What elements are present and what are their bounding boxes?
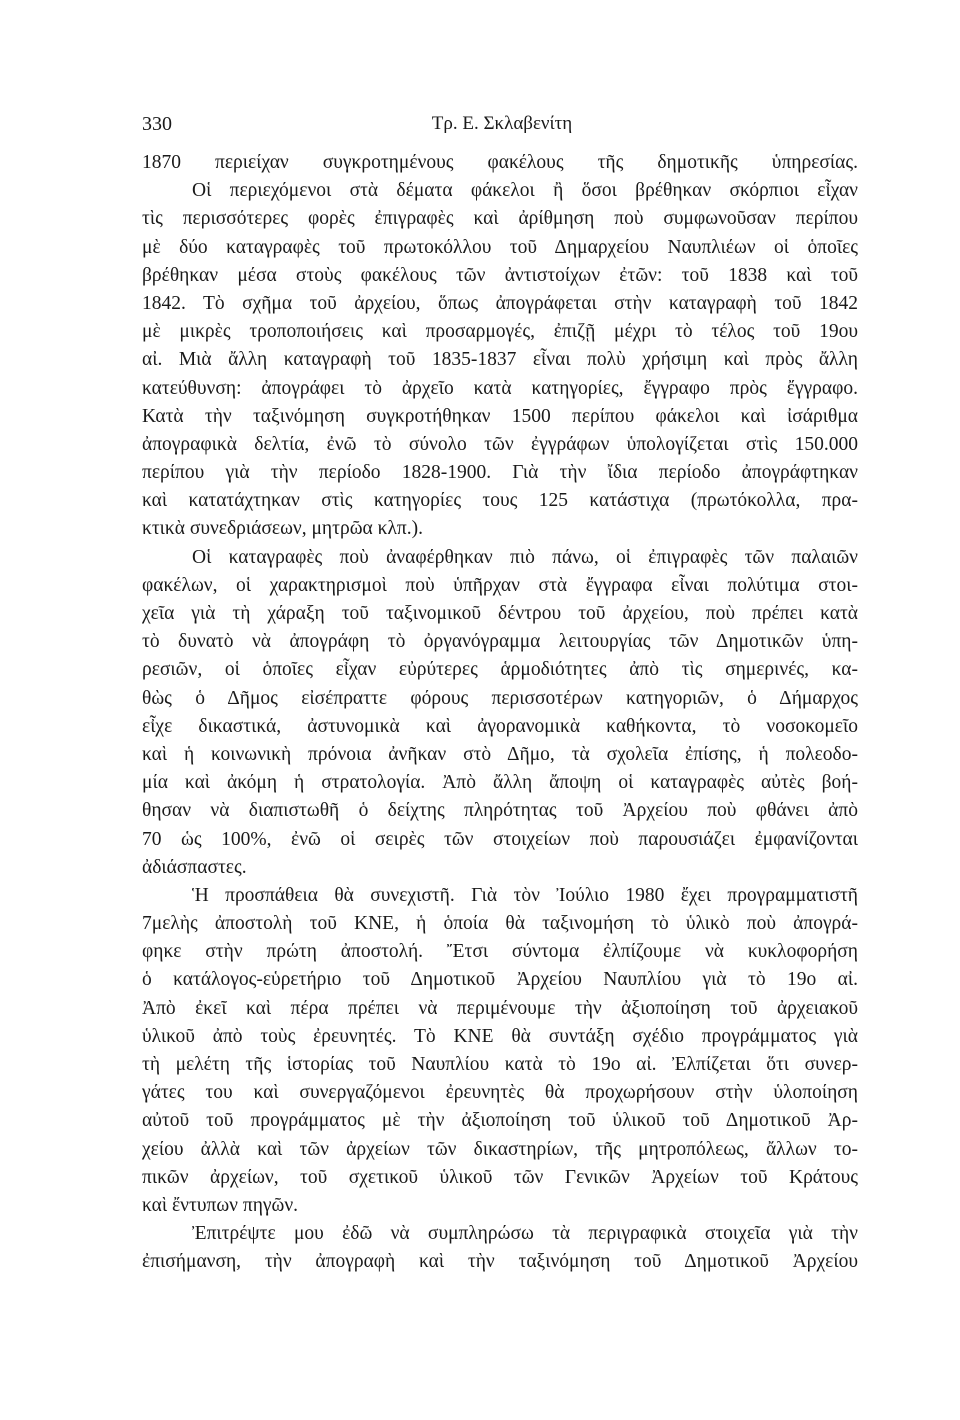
text-line: αὐτοῦ τοῦ προγράμματος μὲ τὴν ἀξιοποίηση τοῦ ὑλικοῦ τοῦ Δημοτικοῦ Ἀρ- [142, 1110, 858, 1132]
text-line: ἀπογραφικὰ δελτία, ἐνῶ τὸ σύνολο τῶν ἐγγράφων ὑπολογίζεται στὶς 150.000 [142, 433, 858, 455]
running-title: Τρ. Ε. Σκλαβενίτη [431, 113, 573, 134]
text-line: χεῖα γιὰ τὴ χάραξη τοῦ ταξινομικοῦ δέντρου τοῦ ἀρχείου, ποὺ πρέπει κατὰ [142, 603, 858, 624]
text-line: γάτες του καὶ συνεργαζόμενοι ἐρευνητὲς θὰ προχωρήσουν στὴν ὑλοποίηση [142, 1082, 858, 1104]
text-line: χείου ἀλλὰ καὶ τῶν ἀρχείων τῶν δικαστηρίων, τῆς μητροπόλεως, ἄλλων το- [142, 1138, 858, 1160]
text-line: Ἐπιτρέψτε μου ἐδῶ νὰ συμπληρώσω τὰ περιγραφικὰ στοιχεῖα γιὰ τὴν [192, 1223, 858, 1245]
text-line: φακέλων, οἱ χαρακτηρισμοὶ ποὺ ὑπῆρχαν στὰ ἔγγραφα εἶναι πολύτιμα στοι- [142, 574, 858, 596]
text-line: εἶχε δικαστικά, ἀστυνομικὰ καὶ ἀγορανομικὰ καθήκοντα, τὸ νοσοκομεῖο [142, 715, 858, 737]
text-line: 70 ὡς 100%, ἐνῶ οἱ σειρὲς τῶν στοιχείων ποὺ παρουσιάζει ἐμφανίζονται [142, 828, 858, 850]
text-line: κτικὰ συνεδριάσεων, μητρῶα κλπ.). [142, 518, 423, 540]
text-line: μὲ μικρὲς τροποποιήσεις καὶ προσαρμογές, ἐπιζῇ μέχρι τὸ τέλος τοῦ 19ου [142, 321, 858, 343]
text-line: τὶς περισσότερες φορὲς ἐπιγραφὲς καὶ ἀρίθμηση ποὺ συμφωνοῦσαν περίπου [142, 208, 858, 230]
text-line: τὸ δυνατὸ νὰ ἀπογράφη τὸ ὀργανόγραμμα λειτουργίας τῶν Δημοτικῶν ὑπη- [142, 631, 858, 653]
text-line: Οἱ καταγραφὲς ποὺ ἀναφέρθηκαν πιὸ πάνω, οἱ ἐπιγραφὲς τῶν παλαιῶν [192, 546, 858, 568]
text-line: Κατὰ τὴν ταξινόμηση συγκροτήθηκαν 1500 περίπου φάκελοι καὶ ἰσάριθμα [142, 405, 858, 427]
text-line: θὼς ὁ Δῆμος εἰσέπραττε φόρους περισσοτέρων κατηγοριῶν, ὁ Δήμαρχος [142, 687, 858, 709]
text-line: Οἱ περιεχόμενοι στὰ δέματα φάκελοι ἢ ὅσοι βρέθηκαν σκόρπιοι εἶχαν [192, 180, 858, 202]
text-line: φηκε στὴν πρώτη ἀποστολή. Ἔτσι σύντομα ἐλπίζουμε νὰ κυκλοφορήση [142, 941, 858, 963]
text-line: καὶ ἡ κοινωνικὴ πρόνοια ἀνῆκαν στὸ Δῆμο, τὰ σχολεῖα ἐπίσης, ἡ πολεοδο- [142, 743, 858, 765]
text-line: ρεσιῶν, οἱ ὁποῖες εἶχαν εὐρύτερες ἁρμοδιότητες ἀπὸ τὶς σημερινές, κα- [142, 659, 858, 681]
text-line: μία καὶ ἀκόμη ἡ στρατολογία. Ἀπὸ ἄλλη ἄποψη οἱ καταγραφὲς αὐτὲς βοή- [142, 772, 858, 794]
text-line: τὴ μελέτη τῆς ἱστορίας τοῦ Ναυπλίου κατὰ τὸ 19ο αἰ. Ἐλπίζεται ὅτι συνερ- [142, 1054, 858, 1075]
text-line: βρέθηκαν μέσα στοὺς φακέλους τῶν ἀντιστοίχων ἐτῶν: τοῦ 1838 καὶ τοῦ [142, 264, 858, 286]
text-line: καὶ κατατάχτηκαν στὶς κατηγορίες τους 125 κατάστιχα (πρωτόκολλα, πρα- [142, 490, 858, 512]
text-line: αἰ. Μιὰ ἄλλη καταγραφὴ τοῦ 1835-1837 εἶναι πολὺ χρήσιμη καὶ πρὸς ἄλλη [142, 349, 858, 371]
text-line: ὁ κατάλογος-εὑρετήριο τοῦ Δημοτικοῦ Ἀρχείου Ναυπλίου γιὰ τὸ 19ο αἰ. [142, 969, 858, 991]
running-head [142, 110, 862, 138]
text-line: ὑλικοῦ ἀπὸ τοὺς ἐρευνητές. Τὸ ΚΝΕ θὰ συντάξη σχέδιο προγράμματος γιὰ [142, 1025, 858, 1047]
text-line: ἐπισήμανση, τὴν ἀπογραφὴ καὶ τὴν ταξινόμηση τοῦ Δημοτικοῦ Ἀρχείου [142, 1251, 858, 1273]
text-line: μὲ δύο καταγραφὲς τοῦ πρωτοκόλλου τοῦ Δημαρχείου Ναυπλιέων οἱ ὁποῖες [142, 236, 858, 258]
text-line: πικῶν ἀρχείων, τοῦ σχετικοῦ ὑλικοῦ τῶν Γενικῶν Ἀρχείων τοῦ Κράτους [142, 1166, 858, 1188]
text-line: καὶ ἔντυπων πηγῶν. [142, 1194, 299, 1216]
text-line: 1870 περιείχαν συγκροτημένους φακέλους τῆς δημοτικῆς ὑπηρεσίας. [142, 152, 858, 173]
text-line: Ἀπὸ ἐκεῖ καὶ πέρα πρέπει νὰ περιμένουμε τὴν ἀξιοποίηση τοῦ ἀρχειακοῦ [142, 997, 858, 1019]
text-line: ἀδιάσπαστες. [142, 856, 247, 878]
text-line: 7μελὴς ἀποστολὴ τοῦ ΚΝΕ, ἡ ὁποία θὰ ταξινομήση τὸ ὑλικὸ ποὺ ἀπογρά- [142, 913, 858, 935]
text-line: θησαν νὰ διαπιστωθῆ ὁ δείχτης πληρότητας τοῦ Ἀρχείου ποὺ φθάνει ἀπὸ [142, 800, 858, 822]
body-text [142, 149, 858, 1277]
page-number: 330 [142, 113, 172, 135]
text-line: 1842. Τὸ σχῆμα τοῦ ἀρχείου, ὅπως ἀπογράφεται στὴν καταγραφὴ τοῦ 1842 [142, 292, 858, 314]
text-line: Ἡ προσπάθεια θὰ συνεχιστῆ. Γιὰ τὸν Ἰούλιο 1980 ἔχει προγραμματιστῆ [192, 884, 858, 906]
text-line: κατεύθυνση: ἀπογράφει τὸ ἀρχεῖο κατὰ κατηγορίες, ἔγγραφο πρὸς ἔγγραφο. [142, 377, 858, 399]
text-line: περίπου γιὰ τὴν περίοδο 1828-1900. Γιὰ τὴν ἴδια περίοδο ἀπογράφτηκαν [142, 462, 858, 484]
